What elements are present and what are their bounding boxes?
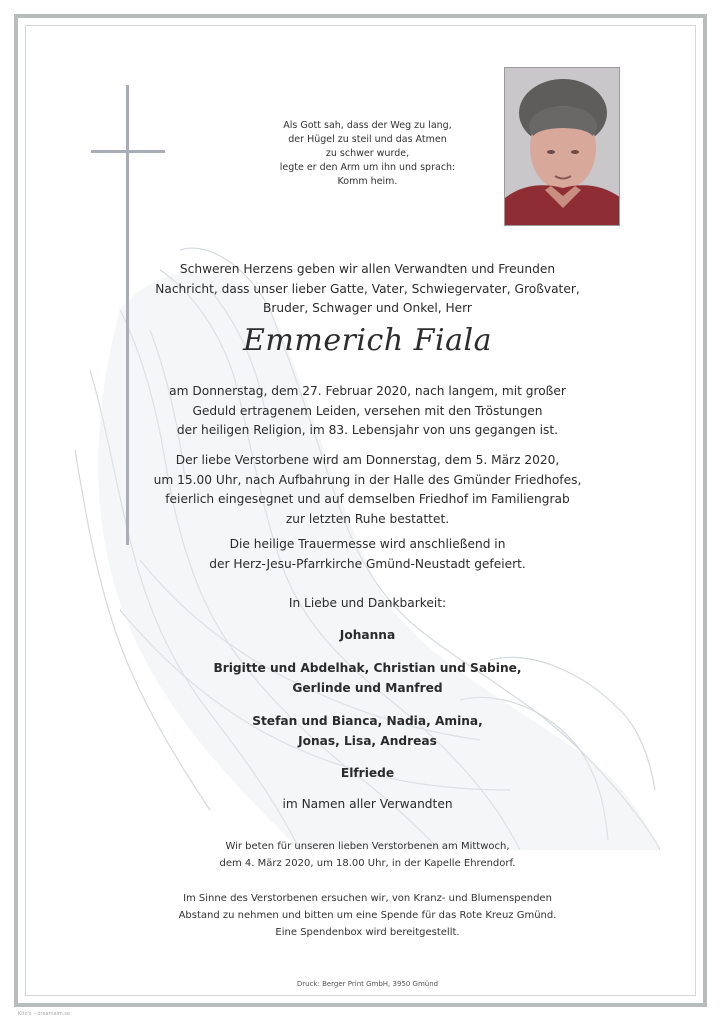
donation-notice [90,890,645,941]
family-name: Stefan und Bianca, Nadia, Amina, [252,714,483,728]
printer-credit: Druck: Berger Print GmbH, 3950 Gmünd [296,980,439,988]
poem-line: zu schwer wurde, [325,148,410,159]
family-name: Gerlinde und Manfred [292,680,443,695]
text-line: am Donnerstag, dem 27. Februar 2020, nach langem, mit großer [169,384,566,398]
text-line: der heiligen Religion, im 83. Lebensjahr von uns gegangen ist. [176,423,559,437]
death-notice [90,382,645,441]
announcement-intro [90,260,645,319]
text-line: Schweren Herzens geben wir allen Verwandten und Freunden [179,262,556,276]
portrait-illustration [505,68,620,226]
text-line: Abstand zu nehmen und bitten um eine Spende für das Rote Kreuz Gmünd. [178,910,557,921]
prayer-notice [90,838,645,872]
family-group [90,659,645,698]
text-line: Geduld ertragenem Leiden, versehen mit den Tröstungen [192,403,543,418]
poem-line: Komm heim. [337,176,398,187]
text-line: feierlich eingesegnet und auf demselben Friedhof im Familiengrab [165,492,570,506]
image-credit: Kito's – dreamaim.se [18,1011,71,1017]
relatives-line: im Namen aller Verwandten [282,797,453,811]
family-name: Johanna [339,628,396,642]
text-line: um 15.00 Uhr, nach Aufbahrung in der Halle des Gmünder Friedhofes, [153,472,582,487]
deceased-name: Emmerich Fiala [243,323,492,358]
text-line: zur letzten Ruhe bestattet. [285,511,450,526]
poem [250,119,485,189]
poem-line: Als Gott sah, dass der Weg zu lang, [283,120,452,131]
text-line: Nachricht, dass unser lieber Gatte, Vater, Schwiegervater, Großvater, [155,281,580,296]
text-line: Eine Spendenbox wird bereitgestellt. [275,927,460,938]
text-line: Bruder, Schwager und Onkel, Herr [263,301,472,315]
family-group [90,626,645,646]
family-group [90,764,645,784]
poem-line: der Hügel zu steil und das Atmen [288,134,447,145]
text-line: Die heilige Trauermesse wird anschließend in [229,537,506,551]
family-name: Elfriede [340,766,395,780]
cross-horizontal-bar [91,150,165,153]
mass-details [90,535,645,574]
family-name: Jonas, Lisa, Andreas [298,733,437,748]
text-line: der Herz-Jesu-Pfarrkirche Gmünd-Neustadt gefeiert. [209,556,526,571]
text-line: Im Sinne des Verstorbenen ersuchen wir, von Kranz- und Blumenspenden [183,893,552,904]
family-name: Brigitte und Abdelhak, Christian und Sabine, [213,661,522,675]
family-group [90,712,645,751]
funeral-details [90,451,645,529]
text-line: Wir beten für unseren lieben Verstorbenen am Mittwoch, [225,841,510,852]
text-line: Der liebe Verstorbene wird am Donnerstag, dem 5. März 2020, [175,453,560,467]
poem-line: legte er den Arm um ihn und sprach: [279,162,456,173]
portrait-photo [504,67,620,226]
text-line: dem 4. März 2020, um 18.00 Uhr, in der Kapelle Ehrendorf. [219,858,516,869]
thanks-line: In Liebe und Dankbarkeit: [288,596,447,610]
